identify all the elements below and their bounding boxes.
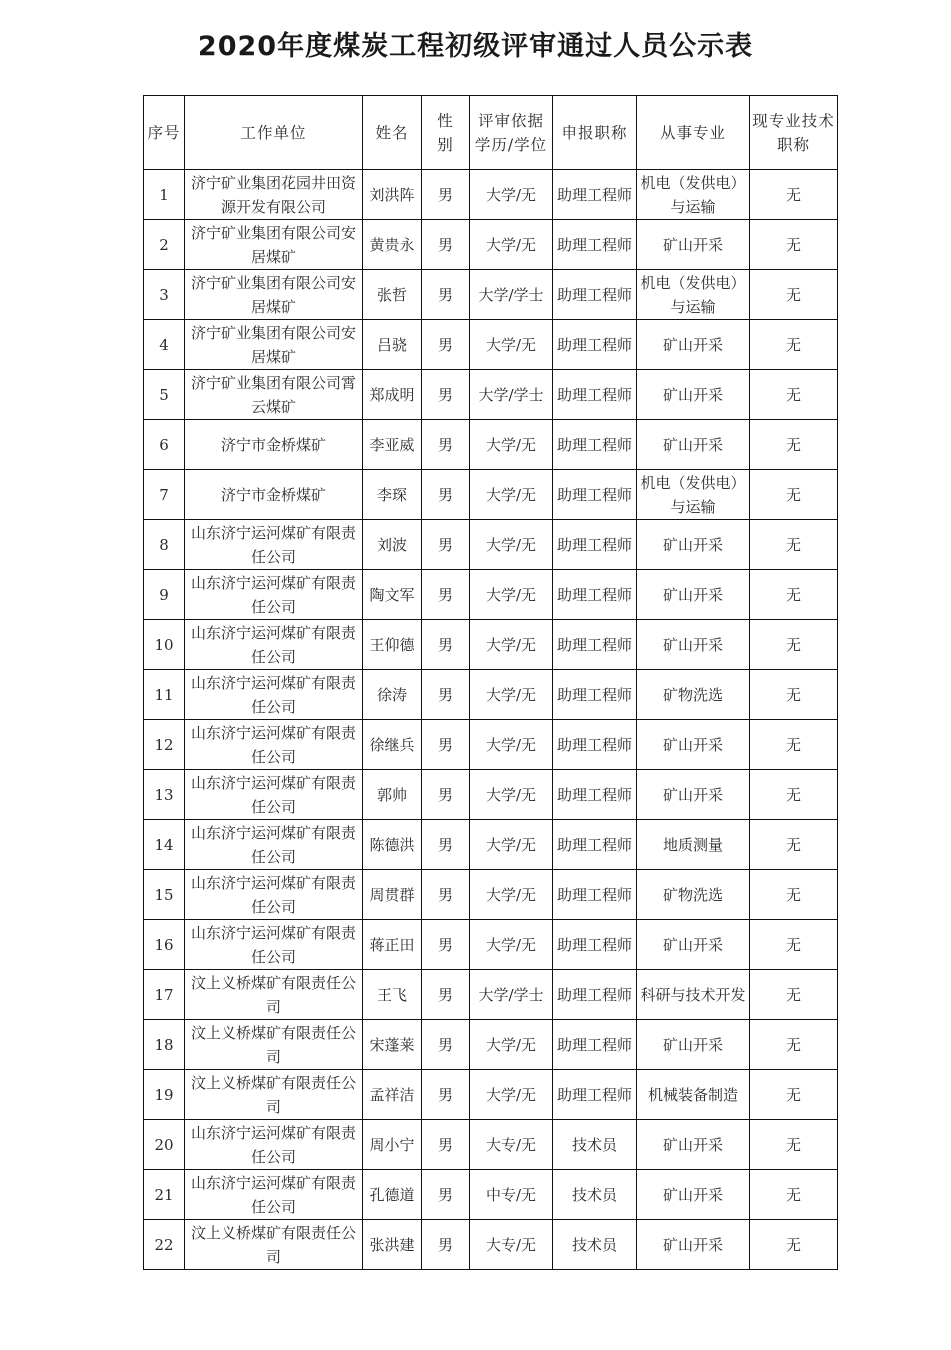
cell-applied-title: 助理工程师 xyxy=(553,170,637,220)
cell-current-title: 无 xyxy=(750,570,838,620)
table-row xyxy=(144,320,838,370)
cell-major: 矿山开采 xyxy=(637,320,750,370)
cell-no: 17 xyxy=(144,970,185,1020)
cell-unit: 汶上义桥煤矿有限责任公司 xyxy=(185,1020,363,1070)
col-header-no: 序号 xyxy=(144,96,185,170)
cell-name: 吕骁 xyxy=(363,320,422,370)
cell-name: 李琛 xyxy=(363,470,422,520)
cell-name: 徐涛 xyxy=(363,670,422,720)
table-row xyxy=(144,520,838,570)
cell-education: 大学/无 xyxy=(470,620,553,670)
table-row xyxy=(144,170,838,220)
cell-no: 15 xyxy=(144,870,185,920)
cell-gender: 男 xyxy=(422,320,470,370)
cell-education: 大学/无 xyxy=(470,220,553,270)
cell-applied-title: 助理工程师 xyxy=(553,1020,637,1070)
cell-unit: 山东济宁运河煤矿有限责任公司 xyxy=(185,520,363,570)
cell-gender: 男 xyxy=(422,170,470,220)
cell-name: 刘波 xyxy=(363,520,422,570)
roster-table xyxy=(143,95,838,1270)
cell-no: 2 xyxy=(144,220,185,270)
cell-major: 科研与技术开发 xyxy=(637,970,750,1020)
cell-name: 陈德洪 xyxy=(363,820,422,870)
cell-education: 大学/学士 xyxy=(470,370,553,420)
cell-major: 矿物洗选 xyxy=(637,670,750,720)
table-row xyxy=(144,570,838,620)
cell-name: 郭帅 xyxy=(363,770,422,820)
cell-education: 大学/无 xyxy=(470,470,553,520)
cell-applied-title: 助理工程师 xyxy=(553,420,637,470)
cell-current-title: 无 xyxy=(750,320,838,370)
cell-unit: 山东济宁运河煤矿有限责任公司 xyxy=(185,1120,363,1170)
cell-gender: 男 xyxy=(422,420,470,470)
col-header-current-title: 现专业技术职称 xyxy=(750,96,838,170)
cell-current-title: 无 xyxy=(750,270,838,320)
cell-no: 21 xyxy=(144,1170,185,1220)
cell-education: 大学/无 xyxy=(470,170,553,220)
cell-current-title: 无 xyxy=(750,1220,838,1270)
cell-no: 8 xyxy=(144,520,185,570)
table-row xyxy=(144,820,838,870)
cell-major: 机电（发供电）与运输 xyxy=(637,270,750,320)
cell-gender: 男 xyxy=(422,520,470,570)
cell-name: 周贯群 xyxy=(363,870,422,920)
cell-unit: 济宁矿业集团有限公司安居煤矿 xyxy=(185,220,363,270)
cell-current-title: 无 xyxy=(750,670,838,720)
cell-name: 黄贵永 xyxy=(363,220,422,270)
cell-applied-title: 助理工程师 xyxy=(553,720,637,770)
cell-gender: 男 xyxy=(422,1020,470,1070)
cell-no: 12 xyxy=(144,720,185,770)
cell-no: 19 xyxy=(144,1070,185,1120)
cell-major: 矿山开采 xyxy=(637,420,750,470)
cell-current-title: 无 xyxy=(750,470,838,520)
table-row xyxy=(144,220,838,270)
cell-no: 16 xyxy=(144,920,185,970)
cell-name: 周小宁 xyxy=(363,1120,422,1170)
cell-unit: 济宁矿业集团有限公司霄云煤矿 xyxy=(185,370,363,420)
cell-education: 大学/无 xyxy=(470,870,553,920)
cell-gender: 男 xyxy=(422,220,470,270)
cell-name: 李亚威 xyxy=(363,420,422,470)
table-row xyxy=(144,1120,838,1170)
cell-unit: 济宁矿业集团有限公司安居煤矿 xyxy=(185,270,363,320)
cell-current-title: 无 xyxy=(750,720,838,770)
cell-current-title: 无 xyxy=(750,1020,838,1070)
cell-education: 大学/学士 xyxy=(470,970,553,1020)
table-row xyxy=(144,670,838,720)
cell-applied-title: 助理工程师 xyxy=(553,670,637,720)
cell-no: 5 xyxy=(144,370,185,420)
table-row xyxy=(144,970,838,1020)
cell-gender: 男 xyxy=(422,670,470,720)
cell-applied-title: 助理工程师 xyxy=(553,570,637,620)
cell-unit: 济宁市金桥煤矿 xyxy=(185,420,363,470)
cell-name: 王飞 xyxy=(363,970,422,1020)
table-row xyxy=(144,1070,838,1120)
cell-major: 矿山开采 xyxy=(637,1020,750,1070)
cell-no: 6 xyxy=(144,420,185,470)
cell-no: 7 xyxy=(144,470,185,520)
cell-unit: 汶上义桥煤矿有限责任公司 xyxy=(185,1220,363,1270)
cell-current-title: 无 xyxy=(750,220,838,270)
cell-major: 矿山开采 xyxy=(637,220,750,270)
cell-gender: 男 xyxy=(422,620,470,670)
cell-major: 矿山开采 xyxy=(637,1170,750,1220)
cell-gender: 男 xyxy=(422,720,470,770)
cell-name: 孔德道 xyxy=(363,1170,422,1220)
cell-gender: 男 xyxy=(422,770,470,820)
cell-education: 中专/无 xyxy=(470,1170,553,1220)
cell-major: 矿山开采 xyxy=(637,620,750,670)
cell-unit: 山东济宁运河煤矿有限责任公司 xyxy=(185,670,363,720)
cell-unit: 山东济宁运河煤矿有限责任公司 xyxy=(185,820,363,870)
cell-education: 大学/学士 xyxy=(470,270,553,320)
cell-gender: 男 xyxy=(422,1220,470,1270)
table-row xyxy=(144,270,838,320)
cell-major: 机电（发供电）与运输 xyxy=(637,470,750,520)
cell-unit: 山东济宁运河煤矿有限责任公司 xyxy=(185,1170,363,1220)
cell-current-title: 无 xyxy=(750,1070,838,1120)
cell-no: 22 xyxy=(144,1220,185,1270)
cell-current-title: 无 xyxy=(750,420,838,470)
cell-education: 大学/无 xyxy=(470,820,553,870)
table-row xyxy=(144,1020,838,1070)
table-row xyxy=(144,620,838,670)
cell-name: 张哲 xyxy=(363,270,422,320)
cell-applied-title: 助理工程师 xyxy=(553,220,637,270)
table-row xyxy=(144,470,838,520)
cell-applied-title: 助理工程师 xyxy=(553,870,637,920)
cell-gender: 男 xyxy=(422,370,470,420)
cell-education: 大学/无 xyxy=(470,520,553,570)
cell-education: 大专/无 xyxy=(470,1220,553,1270)
cell-gender: 男 xyxy=(422,1120,470,1170)
cell-unit: 汶上义桥煤矿有限责任公司 xyxy=(185,1070,363,1120)
cell-education: 大学/无 xyxy=(470,1070,553,1120)
cell-applied-title: 助理工程师 xyxy=(553,520,637,570)
cell-gender: 男 xyxy=(422,570,470,620)
cell-major: 机电（发供电）与运输 xyxy=(637,170,750,220)
cell-gender: 男 xyxy=(422,270,470,320)
cell-applied-title: 助理工程师 xyxy=(553,320,637,370)
cell-name: 陶文军 xyxy=(363,570,422,620)
cell-current-title: 无 xyxy=(750,170,838,220)
cell-current-title: 无 xyxy=(750,1170,838,1220)
cell-no: 4 xyxy=(144,320,185,370)
cell-name: 张洪建 xyxy=(363,1220,422,1270)
table-row xyxy=(144,720,838,770)
table-row xyxy=(144,870,838,920)
cell-name: 徐继兵 xyxy=(363,720,422,770)
cell-current-title: 无 xyxy=(750,520,838,570)
cell-current-title: 无 xyxy=(750,820,838,870)
cell-unit: 山东济宁运河煤矿有限责任公司 xyxy=(185,620,363,670)
table-header-row xyxy=(144,96,838,170)
cell-unit: 山东济宁运河煤矿有限责任公司 xyxy=(185,870,363,920)
cell-gender: 男 xyxy=(422,1070,470,1120)
cell-major: 矿山开采 xyxy=(637,570,750,620)
table-row xyxy=(144,420,838,470)
cell-unit: 济宁市金桥煤矿 xyxy=(185,470,363,520)
cell-gender: 男 xyxy=(422,820,470,870)
cell-no: 11 xyxy=(144,670,185,720)
col-header-applied-title: 申报职称 xyxy=(553,96,637,170)
cell-gender: 男 xyxy=(422,470,470,520)
cell-no: 13 xyxy=(144,770,185,820)
cell-applied-title: 助理工程师 xyxy=(553,620,637,670)
cell-current-title: 无 xyxy=(750,1120,838,1170)
cell-applied-title: 助理工程师 xyxy=(553,820,637,870)
page-title: 2020年度煤炭工程初级评审通过人员公示表 xyxy=(197,31,754,62)
cell-current-title: 无 xyxy=(750,870,838,920)
cell-unit: 汶上义桥煤矿有限责任公司 xyxy=(185,970,363,1020)
cell-applied-title: 助理工程师 xyxy=(553,470,637,520)
cell-name: 郑成明 xyxy=(363,370,422,420)
col-header-major: 从事专业 xyxy=(637,96,750,170)
cell-current-title: 无 xyxy=(750,970,838,1020)
table-body xyxy=(144,170,838,1270)
cell-current-title: 无 xyxy=(750,770,838,820)
cell-gender: 男 xyxy=(422,920,470,970)
cell-major: 矿山开采 xyxy=(637,1220,750,1270)
cell-no: 18 xyxy=(144,1020,185,1070)
cell-applied-title: 助理工程师 xyxy=(553,270,637,320)
table-row xyxy=(144,1220,838,1270)
cell-education: 大学/无 xyxy=(470,320,553,370)
cell-current-title: 无 xyxy=(750,620,838,670)
cell-name: 蒋正田 xyxy=(363,920,422,970)
cell-current-title: 无 xyxy=(750,920,838,970)
cell-unit: 济宁矿业集团有限公司安居煤矿 xyxy=(185,320,363,370)
col-header-unit: 工作单位 xyxy=(185,96,363,170)
cell-no: 1 xyxy=(144,170,185,220)
table-row xyxy=(144,770,838,820)
col-header-gender: 性别 xyxy=(422,96,470,170)
cell-no: 14 xyxy=(144,820,185,870)
cell-applied-title: 技术员 xyxy=(553,1120,637,1170)
cell-major: 矿物洗选 xyxy=(637,870,750,920)
col-header-education: 评审依据学历/学位 xyxy=(470,96,553,170)
cell-major: 矿山开采 xyxy=(637,520,750,570)
cell-name: 王仰德 xyxy=(363,620,422,670)
cell-current-title: 无 xyxy=(750,370,838,420)
cell-gender: 男 xyxy=(422,970,470,1020)
cell-education: 大学/无 xyxy=(470,420,553,470)
cell-major: 矿山开采 xyxy=(637,720,750,770)
cell-major: 矿山开采 xyxy=(637,370,750,420)
cell-no: 10 xyxy=(144,620,185,670)
cell-major: 矿山开采 xyxy=(637,1120,750,1170)
cell-applied-title: 助理工程师 xyxy=(553,1070,637,1120)
cell-no: 9 xyxy=(144,570,185,620)
cell-no: 3 xyxy=(144,270,185,320)
table-row xyxy=(144,1170,838,1220)
cell-unit: 山东济宁运河煤矿有限责任公司 xyxy=(185,720,363,770)
cell-education: 大学/无 xyxy=(470,920,553,970)
cell-applied-title: 助理工程师 xyxy=(553,770,637,820)
cell-gender: 男 xyxy=(422,870,470,920)
col-header-name: 姓名 xyxy=(363,96,422,170)
cell-applied-title: 助理工程师 xyxy=(553,370,637,420)
cell-applied-title: 助理工程师 xyxy=(553,920,637,970)
cell-major: 地质测量 xyxy=(637,820,750,870)
cell-gender: 男 xyxy=(422,1170,470,1220)
cell-education: 大学/无 xyxy=(470,720,553,770)
cell-name: 刘洪阵 xyxy=(363,170,422,220)
cell-major: 矿山开采 xyxy=(637,920,750,970)
table-row xyxy=(144,920,838,970)
cell-applied-title: 技术员 xyxy=(553,1170,637,1220)
cell-education: 大专/无 xyxy=(470,1120,553,1170)
cell-education: 大学/无 xyxy=(470,770,553,820)
cell-name: 孟祥洁 xyxy=(363,1070,422,1120)
cell-education: 大学/无 xyxy=(470,570,553,620)
cell-unit: 山东济宁运河煤矿有限责任公司 xyxy=(185,920,363,970)
cell-unit: 济宁矿业集团花园井田资源开发有限公司 xyxy=(185,170,363,220)
cell-education: 大学/无 xyxy=(470,670,553,720)
cell-name: 宋蓬莱 xyxy=(363,1020,422,1070)
cell-major: 矿山开采 xyxy=(637,770,750,820)
cell-no: 20 xyxy=(144,1120,185,1170)
cell-unit: 山东济宁运河煤矿有限责任公司 xyxy=(185,770,363,820)
cell-major: 机械装备制造 xyxy=(637,1070,750,1120)
table-row xyxy=(144,370,838,420)
cell-unit: 山东济宁运河煤矿有限责任公司 xyxy=(185,570,363,620)
cell-applied-title: 技术员 xyxy=(553,1220,637,1270)
cell-education: 大学/无 xyxy=(470,1020,553,1070)
cell-applied-title: 助理工程师 xyxy=(553,970,637,1020)
